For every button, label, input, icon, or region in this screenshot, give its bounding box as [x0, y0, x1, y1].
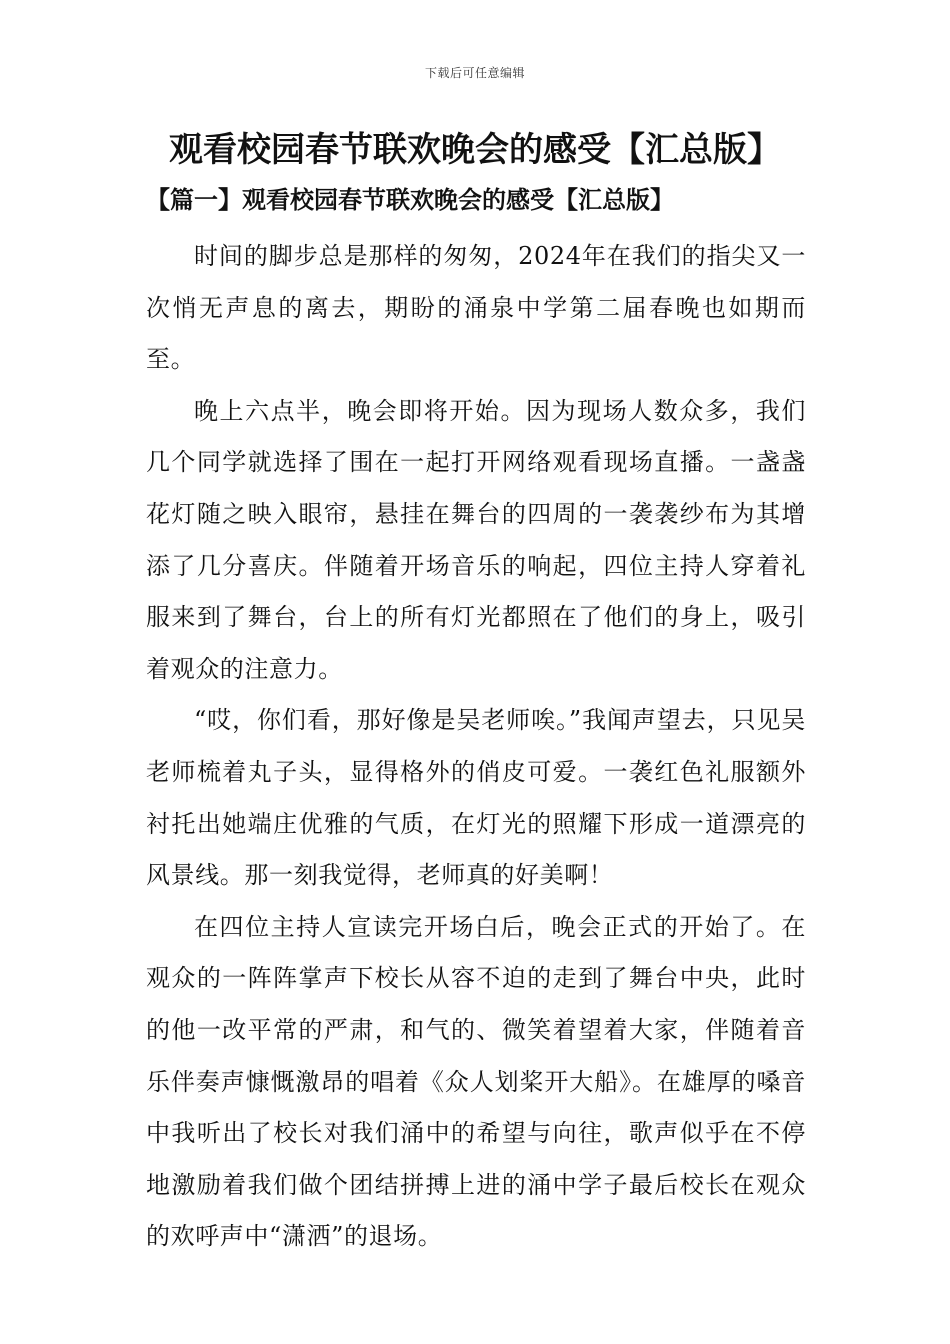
paragraph-3: “哎，你们看，那好像是吴老师唉。”我闻声望去，只见吴老师梳着丸子头，显得格外的俏皮可爱。一袭红色礼服额外衬托出她端庄优雅的气质，在灯光的照耀下形成一道漂亮的风景线。那一刻我觉得，老师真的好美啊！: [146, 706, 806, 890]
document-body: [146, 231, 806, 1263]
document-title: 观看校园春节联欢晚会的感受【汇总版】: [169, 130, 781, 170]
header-note: 下载后可任意编辑: [424, 66, 525, 80]
section-heading: 【篇一】观看校园春节联欢晚会的感受【汇总版】: [146, 185, 674, 214]
paragraph-1: 时间的脚步总是那样的匆匆，2024年在我们的指尖又一次悄无声息的离去，期盼的涌泉中学第二届春晚也如期而至。: [146, 242, 806, 374]
paragraph-2: 晚上六点半，晚会即将开始。因为现场人数众多，我们几个同学就选择了围在一起打开网络观看现场直播。一盏盏花灯随之映入眼帘，悬挂在舞台的四周的一袭袭纱布为其增添了几分喜庆。伴随着开场音乐的响起，四位主持人穿着礼服来到了舞台，台上的所有灯光都照在了他们的身上，吸引着观众的注意力。: [146, 396, 806, 683]
paragraph-4: 在四位主持人宣读完开场白后，晚会正式的开始了。在观众的一阵阵掌声下校长从容不迫的走到了舞台中央，此时的他一改平常的严肃，和气的、微笑着望着大家，伴随着音乐伴奏声慷慨激昂的唱着《众人划桨开大船》。在雄厚的嗓音中我听出了校长对我们涌中的希望与向往，歌声似乎在不停地激励着我们做个团结拼搏上进的涌中学子最后校长在观众的欢呼声中“潇洒”的退场。: [146, 912, 806, 1251]
